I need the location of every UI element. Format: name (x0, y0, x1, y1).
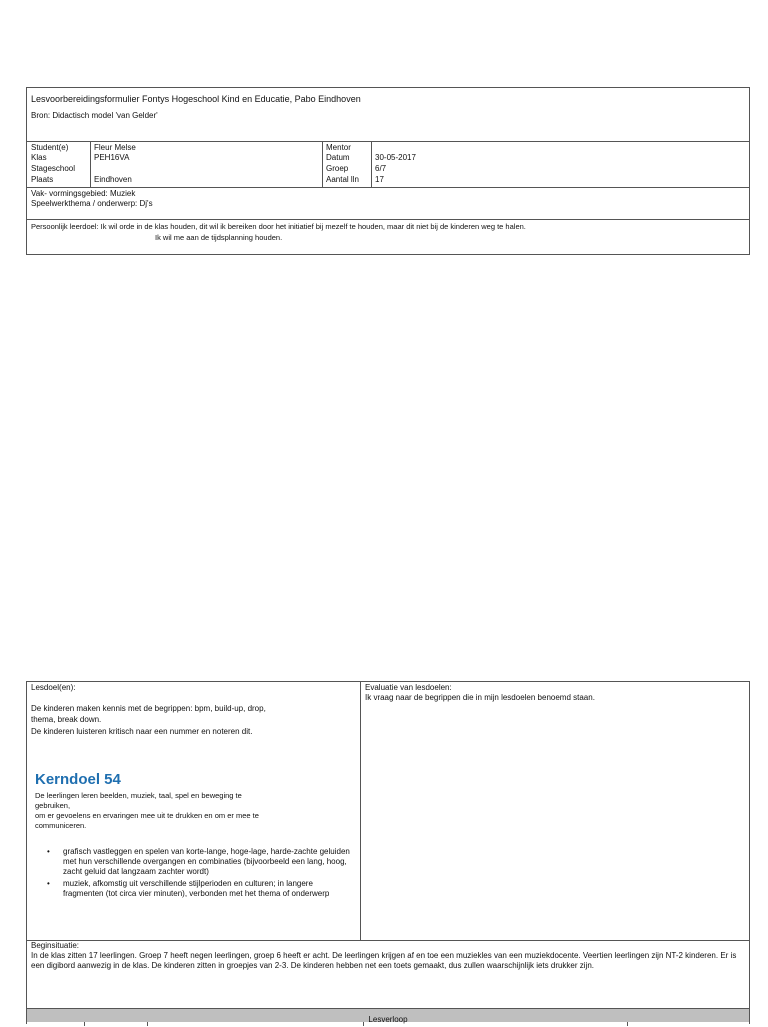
lesverloop-header (27, 1008, 749, 1022)
list-item (35, 879, 355, 899)
personal-goal-section (27, 220, 749, 254)
kerndoel-bullet-list (35, 847, 355, 901)
personal-goal-line-2: Ik wil me aan de tijdsplanning houden. (155, 233, 283, 242)
grid-divider (90, 142, 91, 187)
evaluatie-cell (361, 682, 749, 940)
groep-value: 6/7 (375, 164, 387, 173)
grid-divider (322, 142, 323, 187)
kerndoel-title: Kerndoel 54 (35, 771, 121, 788)
lesson-form-header-table (26, 87, 750, 255)
column-divider (627, 1022, 628, 1026)
personal-goal-line-1: Persoonlijk leerdoel: Ik wil orde in de klas houden, dit wil ik bereiken door het initiatief bij mezelf te houden, maar dit niet bij de kinderen weg te halen. (31, 222, 526, 231)
aantal-value: 17 (375, 175, 384, 184)
plaats-label: Plaats (31, 175, 54, 184)
evaluatie-text: Ik vraag naar de begrippen die in mijn lesdoelen benoemd staan. (365, 693, 595, 702)
student-label: Student(e) (31, 143, 69, 152)
plaats-value: Eindhoven (94, 175, 132, 184)
form-title: Lesvoorbereidingsformulier Fontys Hogeschool Kind en Educatie, Pabo Eindhoven (31, 94, 361, 104)
form-title-section (27, 88, 749, 142)
bullet-icon: • (47, 879, 50, 888)
groep-label: Groep (326, 164, 349, 173)
bullet-text: muziek, afkomstig uit verschillende stijlperioden en culturen; in langere fragmenten (tot circa vier minuten), verbonden met het thema of onderwerp (63, 879, 330, 898)
beginsituatie-text: In de klas zitten 17 leerlingen. Groep 7 heeft negen leerlingen, groep 6 heeft er acht. De leerlingen krijgen af en toe een muziekles van een muziekdocente. Veertien leerlingen zijn NT-2 kinderen. Er is een digibord aanwezig in de klas. De kinderen zitten in groepjes van 2-3. De kinderen hebben net een toets gemaakt, dus zullen waarschijnlijk iets drukker zijn. (31, 951, 737, 970)
mentor-label: Mentor (326, 143, 351, 152)
list-item (35, 847, 355, 877)
klas-value: PEH16VA (94, 153, 130, 162)
lesson-table (26, 681, 750, 1024)
kerndoel-line: De leerlingen leren beelden, muziek, taal, spel en beweging te (35, 791, 242, 800)
lesdoel-label: Lesdoel(en): (31, 683, 76, 692)
student-info-grid (27, 142, 749, 188)
bullet-text: grafisch vastleggen en spelen van korte-lange, hoge-lage, harde-zachte geluiden met hun verschillende overgangen en combinaties (bijvoorbeeld een lang, hoog, zacht geluid dat langzaam zachter wordt) (63, 847, 350, 876)
stageschool-label: Stageschool (31, 164, 76, 173)
grid-divider (371, 142, 372, 187)
aantal-label: Aantal lln (326, 175, 359, 184)
column-divider (147, 1022, 148, 1026)
klas-label: Klas (31, 153, 47, 162)
beginsituatie-cell (31, 941, 747, 971)
kerndoel-line: communiceren. (35, 821, 87, 830)
lesdoel-line: De kinderen luisteren kritisch naar een nummer en noteren dit. (31, 727, 253, 736)
kerndoel-text (35, 791, 335, 831)
lesdoel-line: thema, break down. (31, 715, 102, 724)
column-divider (84, 1022, 85, 1026)
kerndoel-line: om er gevoelens en ervaringen mee uit te drukken en om er mee te (35, 811, 259, 820)
datum-label: Datum (326, 153, 350, 162)
subject-section (27, 188, 749, 220)
kerndoel-line: gebruiken, (35, 801, 71, 810)
thema-line: Speelwerkthema / onderwerp: Dj's (31, 199, 153, 208)
vak-line: Vak- vormingsgebied: Muziek (31, 189, 136, 198)
lesdoel-cell (27, 682, 361, 940)
evaluatie-label: Evaluatie van lesdoelen: (365, 683, 452, 692)
beginsituatie-label: Beginsituatie: (31, 941, 80, 950)
form-source: Bron: Didactisch model 'van Gelder' (31, 111, 158, 120)
column-divider (363, 1022, 364, 1026)
lesverloop-label: Lesverloop (368, 1015, 408, 1024)
lesdoel-line: De kinderen maken kennis met de begrippen: bpm, build-up, drop, (31, 704, 266, 713)
student-value: Fleur Melse (94, 143, 136, 152)
bullet-icon: • (47, 847, 50, 856)
datum-value: 30-05-2017 (375, 153, 416, 162)
